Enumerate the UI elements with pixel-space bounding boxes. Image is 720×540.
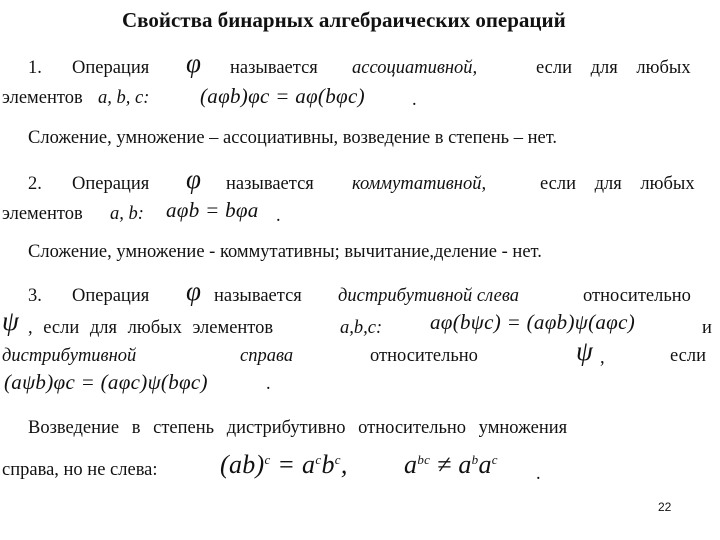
p3-end: . bbox=[266, 374, 271, 394]
p3-and: и bbox=[702, 318, 712, 338]
p2-elements: элементов bbox=[2, 204, 83, 224]
p3-any-elements: , если для любых элементов bbox=[28, 318, 274, 338]
note-associativity: Сложение, умножение – ассоциативны, возведение в степень – нет. bbox=[28, 128, 558, 148]
p3-vars: a,b,c: bbox=[340, 318, 383, 338]
note-commutativity: Сложение, умножение - коммутативны; вычитание,деление - нет. bbox=[28, 242, 542, 262]
power-equation: $(ab)^c = a^cb^c$, bbox=[220, 450, 348, 479]
p2-phi-symbol: φ bbox=[186, 164, 201, 194]
page-number: 22 bbox=[658, 500, 672, 514]
p3-called: называется bbox=[214, 286, 302, 306]
p1-end: . bbox=[412, 90, 417, 110]
p3-phi-symbol: φ bbox=[186, 276, 201, 306]
p1-called: называется bbox=[230, 58, 318, 78]
p2-num: 2. bbox=[28, 174, 42, 194]
p3-right-word: справа bbox=[240, 346, 294, 366]
p1-tail: если для любых bbox=[536, 58, 691, 78]
p1-vars: a, b, c: bbox=[98, 88, 150, 108]
slide-title: Свойства бинарных алгебраических операций bbox=[122, 8, 566, 32]
p2-tail: если для любых bbox=[540, 174, 695, 194]
p3-relative-2: относительно bbox=[370, 346, 478, 366]
p3-psi-symbol: ψ bbox=[2, 306, 19, 336]
p3-distributive-word: дистрибутивной bbox=[2, 346, 137, 366]
p3-operation: Операция bbox=[72, 286, 150, 306]
p3-psi-symbol-2: ψ bbox=[576, 336, 593, 366]
p3-num: 3. bbox=[28, 286, 42, 306]
p2-end: . bbox=[276, 206, 281, 226]
p1-num: 1. bbox=[28, 58, 42, 78]
p3-if: если bbox=[670, 346, 707, 366]
p1-property: ассоциативной, bbox=[352, 58, 478, 78]
p1-elements: элементов bbox=[2, 88, 83, 108]
p2-vars: a, b: bbox=[110, 204, 144, 224]
power-inequality: $a^{bc} \ne a^ba^c$ bbox=[404, 450, 498, 479]
p3-property: дистрибутивной слева bbox=[338, 286, 519, 306]
p1-formula: (aφb)φc = aφ(bφc) bbox=[200, 84, 365, 108]
p2-formula: aφb = bφa bbox=[166, 198, 259, 222]
note-power-line1: Возведение в степень дистрибутивно относительно умножения bbox=[28, 418, 568, 438]
p3-comma: , bbox=[600, 348, 605, 368]
p2-property: коммутативной, bbox=[352, 174, 487, 194]
p3-right-formula: (aψb)φc = (aφc)ψ(bφc) bbox=[4, 370, 208, 394]
p1-operation: Операция bbox=[72, 58, 150, 78]
power-end: . bbox=[536, 464, 541, 484]
p1-phi-symbol: φ bbox=[186, 48, 201, 78]
p3-relative: относительно bbox=[583, 286, 691, 306]
p2-called: называется bbox=[226, 174, 314, 194]
p2-operation: Операция bbox=[72, 174, 150, 194]
p3-left-formula: aφ(bψc) = (aφb)ψ(aφc) bbox=[430, 310, 636, 334]
note-power-line2: справа, но не слева: bbox=[2, 460, 158, 480]
